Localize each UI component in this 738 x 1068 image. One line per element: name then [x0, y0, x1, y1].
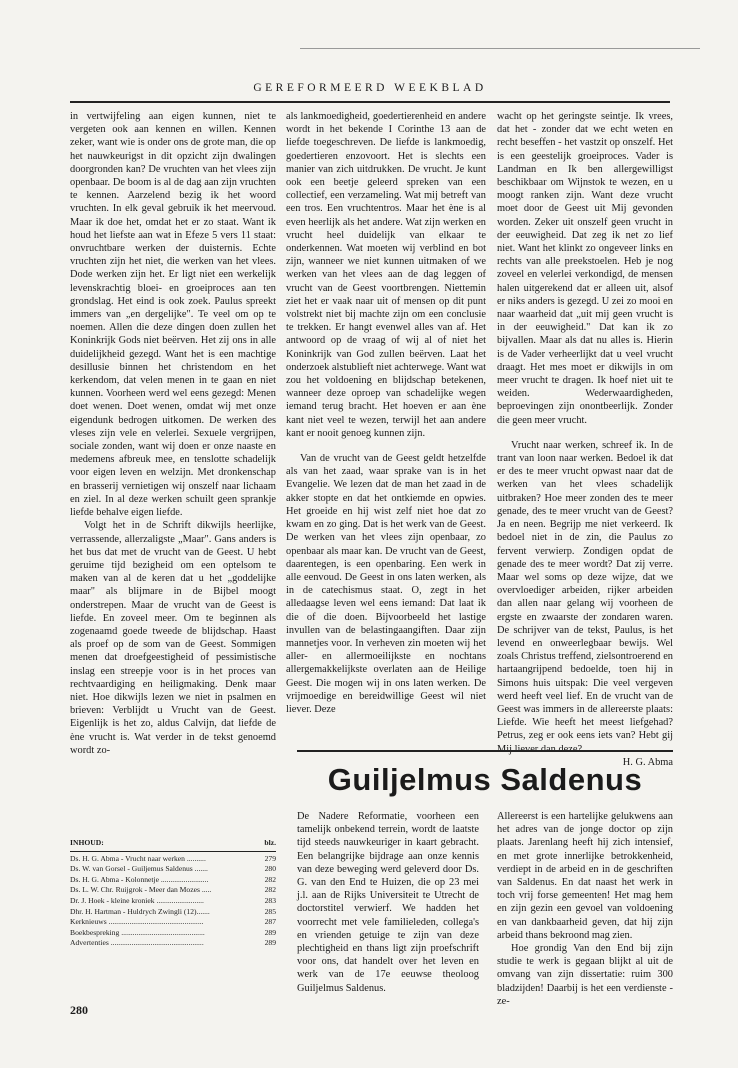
- paragraph: wacht op het geringste seintje. Ik vrees, dat het - zonder dat we echt weten en recht beseffen - het vastzit op onszelf. Het is een geestelijk groeiproces. Vader is Landman en Ik ben allergewilligst beschikbaar om Wijnstok te wezen, en u moogt ranken zijn. Want deze vrucht moet door de Geest uit Mij gevonden worden. Zeker uit onszelf geen vrucht in der eeuwigheid. Dat zeg ik net zo lief niet. Want het klinkt zo ongeveer links en rechts van alle preekstoelen. Heb je nog zoveel en velerlei verkondigd, de mensen halen uitgerekend dat er alleen uit, alsof er niks anders is gezegd. U zei zo mooi en naar waarheid dat „uit mij geen vrucht is in der eeuwigheid." Dat kan ik zo bijvallen. Maar als dat nu alles is. Hierin is de Vader verheerlijkt dat u veel vrucht draagt. Het mes moet er dikwijls in om meer vrucht te dragen. Ik hoef niet uit te weiden. Wederwaardigheden, beproevingen zijn onontbeerlijk. Zonder die geen meer vrucht.: [497, 111, 673, 426]
- toc-page-heading: blz.: [264, 838, 276, 847]
- toc-page: 283: [264, 895, 276, 905]
- toc-heading: INHOUD:: [70, 838, 104, 847]
- article2-column-right: [497, 810, 673, 1007]
- toc-title: Kerknieuws ..................................................: [70, 917, 204, 927]
- paragraph: Allereerst is een hartelijke gelukwens aan het adres van de jonge doctor op zijn plaats. Jarenlang heeft hij zich intensief, en met grote innerlijke betrokkenheid, verdiept in de arbeid en in de geschriften van Saldenus. En dat naast het werk in toch vrij forse gemeenten! Het mag hem en zijn gezin een gevoel van voldoening en van dankbaarheid geven, dat hij zijn arbeid thans bekroond mag zien.: [497, 811, 673, 941]
- author-signature: H. G. Abma: [622, 756, 673, 768]
- toc-page: 280: [264, 864, 276, 874]
- column-1: [70, 110, 276, 840]
- paragraph: Volgt het in de Schrift dikwijls heerlijke, verrassende, allerzaligste „Maar". Gans anders is het bus dat met de vrucht van de Geest. U hebt geruime tijd bezigheid om een optelsom te maken van al de keren dat u het „goddelijke maar" als blijmare in de Bijbel moogt onderstrepen. Maar de vrucht van de Geest is liefde. En zoveel meer. Om te beginnen als zogenaamd goede tweede de blijdschap. Haast als proef op de som van de Geest. Sommigen menen dat droefgeestigheid of pessimistische inslag een streepje voor is in het proces van rechtvaardiging en heiligmaking. Denk maar niet. Hoe dikwijls lezen we niet in psalmen en brieven: Verblijdt u Vrucht van de Geest. Eigenlijk is het zo, aldus Calvijn, dat liefde de ène vrucht is. Wat verder in de tekst genoemd wordt zo-: [70, 520, 276, 756]
- toc-page: 282: [264, 885, 276, 895]
- toc-row: [70, 864, 276, 875]
- article2-column-left: [297, 810, 479, 1000]
- toc-page: 285: [264, 906, 276, 916]
- column-2: [286, 110, 486, 742]
- toc-title: Dhr. H. Hartman - Huldrych Zwingli (12).......: [70, 906, 210, 916]
- toc-page: 282: [264, 874, 276, 884]
- toc-title: Ds. H. G. Abma - Vrucht naar werken ..........: [70, 853, 206, 863]
- toc-row: [70, 938, 276, 949]
- article-title: Guiljelmus Saldenus: [327, 762, 643, 797]
- toc-page: 289: [264, 938, 276, 948]
- toc-title: Ds. H. G. Abma - Kolonnetje .........................: [70, 874, 209, 884]
- toc-row: [70, 885, 276, 896]
- paragraph: De Nadere Reformatie, voorheen een tamelijk onbekend terrein, wordt de laatste tijd steeds nauwkeuriger in kaart gebracht. Een belangrijke bijdrage aan onze kennis van deze beweging werd geleverd door Ds. G. van den End te Huizen, die op 23 mei j.l. aan de Rijks Universiteit te Utrecht de doctorstitel verwierf. We hadden het voorrecht met vele familieleden, collega's en vrienden getuige te zijn van deze plechtigheid en thans ligt zijn proefschrift voor ons, dat handelt over het leven en werk van de 17e eeuwse theoloog Guiljelmus Saldenus.: [297, 811, 479, 994]
- toc-page: 289: [264, 927, 276, 937]
- toc-header: [70, 838, 276, 852]
- paragraph: als lankmoedigheid, goedertierenheid en andere wordt in het bekende I Corinthe 13 aan de liefde toegeschreven. De liefde is lankmoedig, goedertieren enzovoort. Het is slechts een manier van zich uitdrukken. De vrucht. Je kunt ook een beetje geleerd spreken van een collectief, een verzameling. Wat mij betreft van een tros. Een vruchtentros. Maar het ène is al even heerlijk als het andere. Wat zijn werken en vrucht heel duidelijk van elkaar te onderkennen. Wat moeten wij verblind en bot zijn, wanneer we niet kunnen uitmaken of we werken van het vlees aan de dag leggen of vrucht van de Geest voortbrengen. Niettemin ziet het er vaak naar uit of mensen op dit punt volstrekt niet bij machte zijn om een conclusie te trekken. Er hangt evenwel alles van af. Het antwoord op de vraag of wij al of niet het Koninkrijk van God zullen beërven. Laat het onderzoek alstublieft niet achterwege. Want wat zou het voldoening en blijdschap betekenen, wanneer deze oproep van schadelijke wegen iemand terug bracht. Het hoeven er aan ène kant niet veel te wezen, terwijl het aan andere kant er nooit genoeg kunnen zijn.: [286, 111, 486, 439]
- paragraph: in vertwijfeling aan eigen kunnen, niet te vergeten ook aan kennen en willen. Kennen zeker, want wie is onder ons de grote man, die op het nauwkeurigst in dit opzicht zijn dwalingen doorgronden kan? De vruchten van het vlees zijn openbaar. De boom is al de dag aan zijn vruchten te kennen. Aarzelend bezig ik het woord vruchten. In elk geval gebruik ik het meervoud. Maar ik doe het, omdat het er zo staat. Want ik houd het liefste aan wat in Efeze 5 vers 11 staat: onvruchtbare werken der duisternis. Echte vruchten zijn het niet, die werken van het vlees. Dode werken zijn het. Er ligt niet een werkelijk levenskrachtig bloei- en groeiproces aan ten grondslag. Het eind is ook zoek. Paulus spreekt immers van „en dergelijke". Te veel om op te noemen. Allen die deze dingen doen zullen het Koninkrijk Gods niet beërven. Het zij ons in alle duidelijkheid gezegd. Want het is een machtige desillusie binnen het christendom en het kerkendom, dat velen menen in te gaan en niet kunnen. Voorheen werd wel eens gezegd: Menen doet wenen. Doet wenen, omdat wij met onze eigendunk bedrogen uitkomen. De werken des vleses zijn vele en velerlei. Sexuele vergrijpen, sociale zonden, want wij doen er onze naaste en medemens afbreuk mee, en tenslotte schadelijk voor eigen leven en welzijn. Met dronkenschap en brasserij vernietigen wij onszelf naar lichaam en ziel. In al deze werken schuilt geen sprankje liefde behalve eigen liefde.: [70, 111, 276, 519]
- toc-title: Ds. L. W. Chr. Ruijgrok - Meer dan Mozes .....: [70, 885, 212, 895]
- header-rule: [70, 101, 670, 103]
- top-scan-rule: [300, 48, 700, 49]
- article-separator: [297, 750, 673, 752]
- paragraph: Hoe grondig Van den End bij zijn studie te werk is gegaan blijkt al uit de omvang van zijn dissertatie: ruim 300 bladzijden! Daarbij is het een verdienste - ze-: [497, 943, 673, 1007]
- toc-row: [70, 854, 276, 865]
- toc-row: [70, 907, 276, 918]
- paragraph: Van de vrucht van de Geest geldt hetzelfde als van het zaad, waar sprake van is in het Evangelie. We lezen dat de man het zaad in de akker stopte en dat het ontkiemde en opwies. Het groeide en hij wist zelf niet hoe dat zo kwam en zo ging. Dat is het werk van de Geest. De werken van het vlees zijn openbaar, zo openbaar als maar kan. De vrucht van de Geest, daarentegen, is een openbaring. Een werk in alle eenvoud. De Geest in ons laten werken, als in de catechismus staat. O, zegt in het alledaagse leven wel eens iemand: Dat laat ik die of die doen. Bijvoorbeeld het lastige invullen van de belastingaangiften. Daar zijn mannetjes voor. In verheven zin moeten wij het aller- en allermoeilijkste en nochtans allergemakkelijkste overlaten aan de Heilige Geest. Die mogen wij in ons laten werken. De vrijmoedige en bereidwillige Geest wil niet liever. Deze: [286, 453, 486, 715]
- column-3: [497, 110, 673, 768]
- toc-row: [70, 875, 276, 886]
- toc-row: [70, 917, 276, 928]
- toc-page: 287: [264, 917, 276, 927]
- running-header: GEREFORMEERD WEEKBLAD: [253, 82, 487, 94]
- page-number: 280: [70, 1003, 88, 1017]
- toc-page: 279: [264, 853, 276, 863]
- table-of-contents: [70, 838, 276, 949]
- toc-row: [70, 928, 276, 939]
- toc-title: Advertenties .................................................: [70, 938, 204, 948]
- paragraph: Vrucht naar werken, schreef ik. In de trant van loon naar werken. Bedoel ik dat er des te meer vrucht opwast naar dat de werken van het vlees schadelijk uitbraken? Hoe meer zonden des te meer genade, des te meer vrucht van de Geest? Ja en neen. Begrijp me niet verkeerd. Ik bedoel niet in de zin, die Paulus zo fervent verwierp. Zondigen opdat de genade des te meer wordt? Dat zij verre. Maar wel soms op deze wijze, dat we overvloediger arbeiden, rijker arbeiden dan allen naar gelang wij voorheen de ergste en zwaarste der zondaren waren. De schrijver van de tekst, Paulus, is het levend en onweerlegbaar bewijs. Wel zoals Christus treffend, zielsontroerend en hartaangrijpend bedoelde, toen hij in Simons huis uitspak: Die veel vergeven werd heeft veel lief. En de vrucht van de Geest was immers in de allereerste plaats: Liefde. Wie heeft het meest liefgehad? Petrus, zeg er ook eens iets van? Hebt gij: [497, 439, 673, 742]
- toc-title: Ds. W. van Gorsel - Guiljemus Saldenus .......: [70, 864, 208, 874]
- toc-title: Dr. J. Hoek - kleine kroniek .........................: [70, 895, 204, 905]
- toc-row: [70, 896, 276, 907]
- toc-title: Boekbespreking ............................................: [70, 927, 205, 937]
